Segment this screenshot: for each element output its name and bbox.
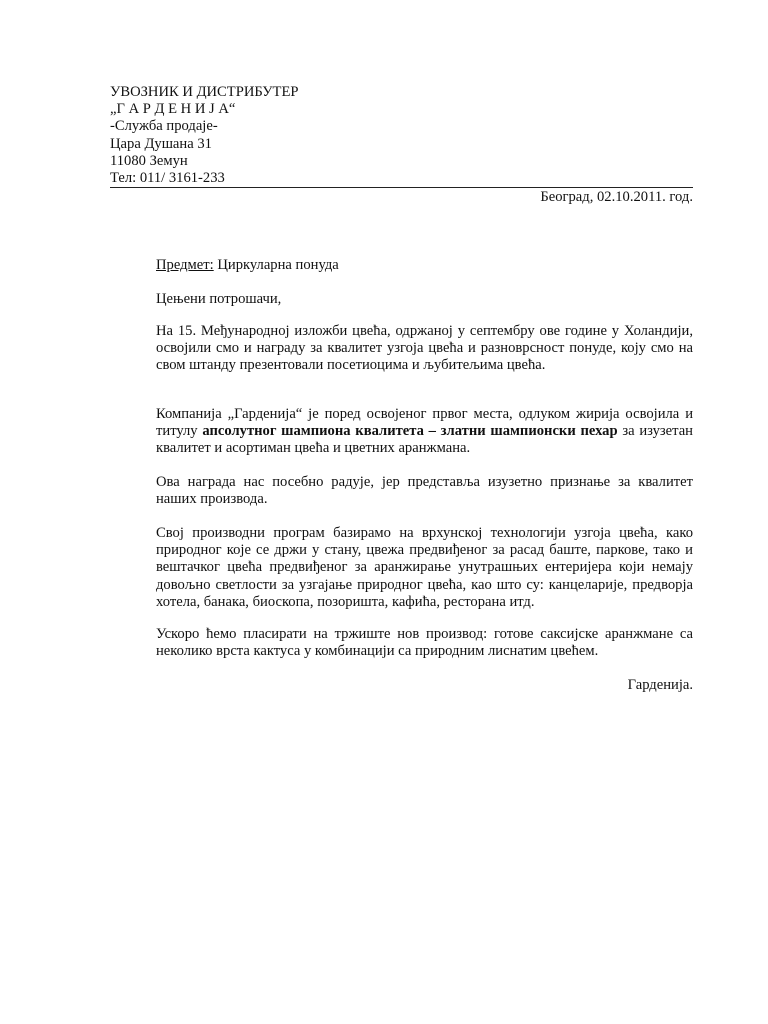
letter-date: Београд, 02.10.2011. год. xyxy=(540,189,693,205)
paragraph-5: Ускоро ћемо пласирати на тржиште нов производ: готове саксијске аранжмане са неколико врста кактуса у комбинацији са природним лиснатим цвећем. xyxy=(156,626,693,660)
company-type: УВОЗНИК И ДИСТРИБУТЕР xyxy=(110,84,299,100)
paragraph-2 xyxy=(156,406,693,458)
subject-text: Циркуларна понуда xyxy=(213,257,339,273)
signature: Гарденија. xyxy=(627,677,693,693)
department: -Служба продаје- xyxy=(110,118,218,135)
letterhead xyxy=(110,84,299,187)
paragraph-2-part-b: за изузетан квалитет и асортиман цвећа и цветних аранжмана. xyxy=(156,423,693,457)
paragraph-2-bold: апсолутног шампиона квалитета – златни шампионски пехар xyxy=(202,423,618,440)
subject-line xyxy=(156,257,693,274)
subject-label: Предмет: xyxy=(156,257,214,273)
company-name: „Г А Р Д Е Н И Ј А“ xyxy=(110,101,236,118)
street-address: Цара Душана 31 xyxy=(110,135,212,152)
header-divider xyxy=(110,187,693,188)
paragraph-3: Ова награда нас посебно радује, јер представља изузетно признање за квалитет наших производа. xyxy=(156,474,693,508)
phone: Тел: 011/ 3161-233 xyxy=(110,170,225,187)
paragraph-4: Свој производни програм базирамо на врхунској технологији узгоја цвећа, како природног које се држи у стану, цвежа предвиђеног за расад баште, паркове, тако и вештачког цвећа предвиђеног за аранжирање унутрашњих ентеријера који немају довољно светлости за узгајање природног цвећа, као што су: канцеларије, предворја хотела, банака, биоскопа, позоришта, кафића, ресторана итд. xyxy=(156,525,693,610)
postal-city: 11080 Земун xyxy=(110,152,188,169)
paragraph-1: На 15. Међународној изложби цвећа, одржаној у септембру ове године у Холандији, освојили смо и награду за квалитет узгоја цвећа и разноврсност понуде, коју смо на свом штанду презентовали посетиоцима и љубитељима цвећа. xyxy=(156,323,693,374)
paragraph-2-part-a: Компанија „Гарденија“ је поред освојеног првог места, одлуком жирија освојила и титулу xyxy=(156,406,693,440)
greeting: Цењени потрошачи, xyxy=(156,291,282,307)
